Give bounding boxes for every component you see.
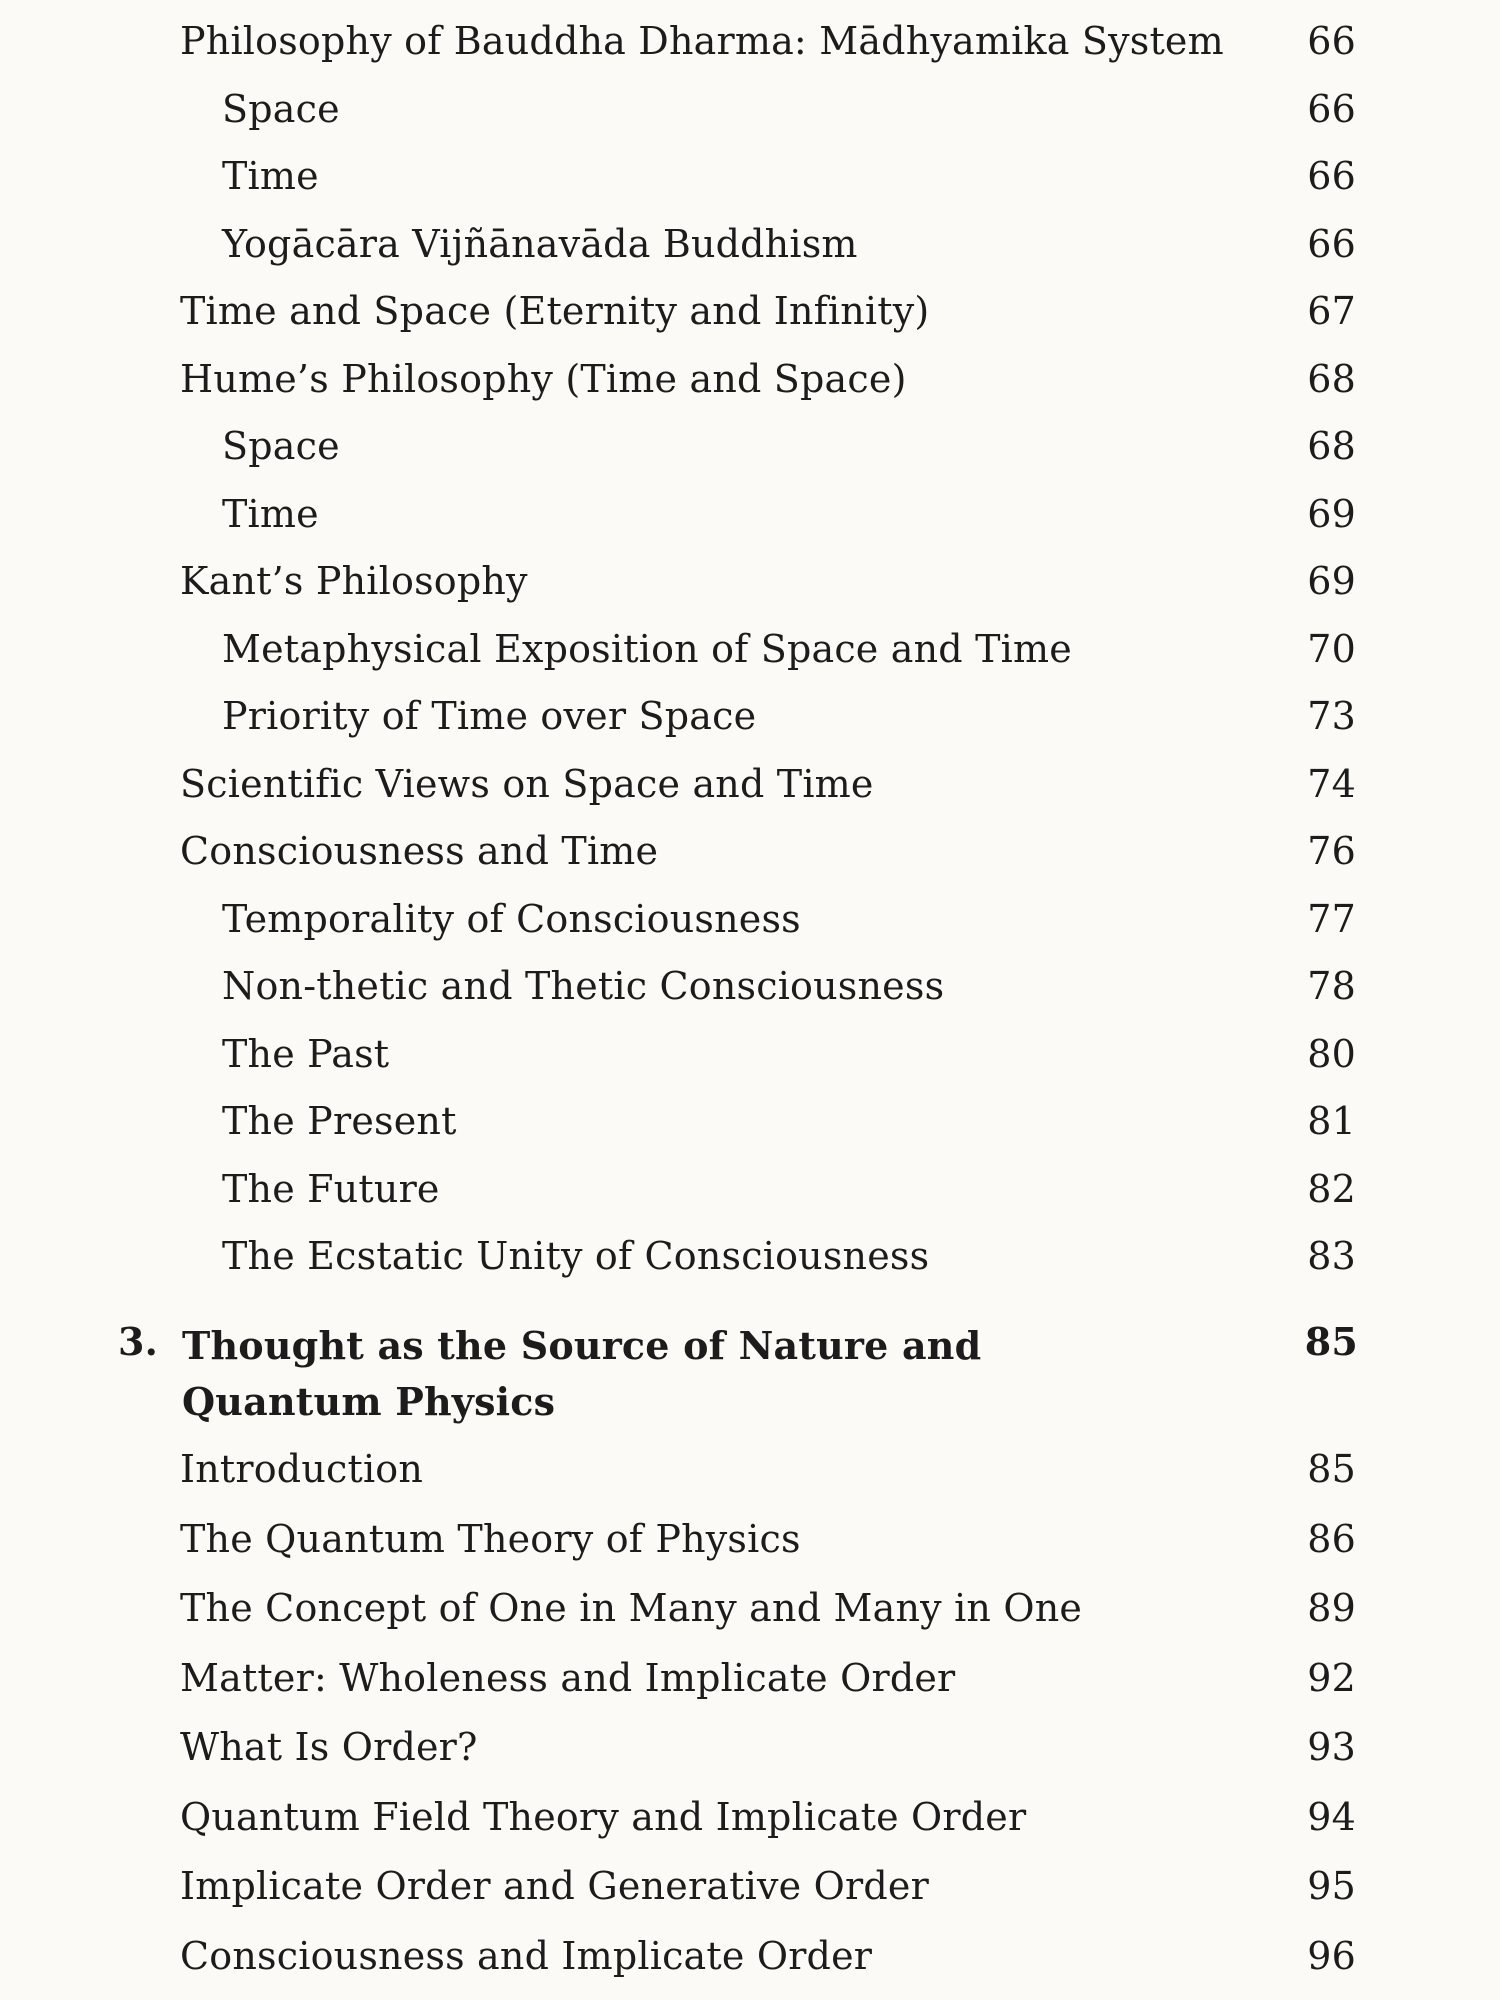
toc-entry-page-number: 93: [1307, 1725, 1356, 1769]
toc-entry-page-number: 70: [1307, 626, 1356, 671]
toc-entry-page-number: 80: [1307, 1031, 1356, 1076]
toc-entry-title: Time and Space (Eternity and Infinity): [180, 289, 930, 333]
toc-entry-page-number: 94: [1307, 1794, 1356, 1839]
toc-entry-title: Priority of Time over Space: [222, 694, 757, 738]
toc-entry-page-number: 66: [1307, 154, 1356, 198]
toc-entry-page-number: 86: [1307, 1516, 1356, 1561]
toc-entry-title: Matter: Wholeness and Implicate Order: [180, 1655, 956, 1700]
toc-entry-title: Consciousness and Time: [180, 829, 659, 873]
toc-entry-title: Temporality of Consciousness: [222, 896, 801, 941]
toc-entry-title: Space: [222, 424, 340, 468]
toc-entry-page-number: 69: [1307, 559, 1356, 603]
toc-entry-title: The Future: [222, 1166, 440, 1211]
toc-entry-title: What Is Order?: [180, 1725, 478, 1769]
toc-entry-page-number: 92: [1307, 1655, 1356, 1700]
toc-entry-title: Consciousness and Implicate Order: [180, 1933, 873, 1978]
toc-entry-page-number: 68: [1307, 424, 1356, 468]
toc-entry-title: Implicate Order and Generative Order: [180, 1864, 929, 1908]
chapter-number: 3.: [118, 1319, 159, 1364]
toc-entry-page-number: 73: [1307, 694, 1356, 738]
toc-entry-page-number: 81: [1307, 1099, 1356, 1143]
chapter-page-number: 85: [1304, 1319, 1358, 1364]
chapter-title: Thought as the Source of Nature and Quantum Physics: [182, 1323, 982, 1424]
toc-entry-page-number: 67: [1307, 289, 1356, 333]
toc-entry-title: Kant’s Philosophy: [180, 559, 528, 603]
toc-entry-page-number: 82: [1307, 1166, 1356, 1211]
toc-entry-title: Space: [222, 86, 340, 131]
toc-entry-page-number: 66: [1307, 221, 1356, 266]
toc-entry-page-number: 68: [1307, 356, 1356, 401]
toc-entry-title: Time: [222, 154, 319, 198]
toc-entry-title: Quantum Field Theory and Implicate Order: [180, 1794, 1027, 1839]
toc-entry-page-number: 66: [1307, 19, 1356, 63]
toc-entry-page-number: 69: [1307, 491, 1356, 536]
toc-entry-title: The Ecstatic Unity of Consciousness: [222, 1234, 930, 1278]
toc-entry-title: The Present: [222, 1099, 457, 1143]
toc-entry-title: Introduction: [180, 1447, 424, 1491]
toc-entry-page-number: 66: [1307, 86, 1356, 131]
toc-entry-page-number: 78: [1307, 964, 1356, 1008]
toc-entry-title: The Quantum Theory of Physics: [180, 1516, 801, 1561]
toc-entry-title: Hume’s Philosophy (Time and Space): [180, 356, 907, 401]
toc-entry-page-number: 76: [1307, 829, 1356, 873]
toc-entry-page-number: 77: [1307, 896, 1356, 941]
toc-entry-page-number: 89: [1307, 1586, 1356, 1630]
toc-entry-title: The Concept of One in Many and Many in One: [180, 1586, 1083, 1630]
toc-entry-title: Metaphysical Exposition of Space and Time: [222, 626, 1072, 671]
toc-entry-title: Time: [222, 491, 319, 536]
toc-entry-page-number: 74: [1307, 761, 1356, 806]
toc-entry-page-number: 83: [1307, 1234, 1356, 1278]
toc-entry-title: Yogācāra Vijñānavāda Buddhism: [222, 221, 858, 266]
toc-entry-page-number: 85: [1307, 1447, 1356, 1491]
toc-entry-title: Philosophy of Bauddha Dharma: Mādhyamika System: [180, 19, 1224, 63]
toc-entry-page-number: 95: [1307, 1864, 1356, 1908]
toc-entry-title: Scientific Views on Space and Time: [180, 761, 874, 806]
toc-entry-title: The Past: [222, 1031, 390, 1076]
toc-entry-title: Non-thetic and Thetic Consciousness: [222, 964, 945, 1008]
toc-entry-page-number: 96: [1307, 1933, 1356, 1978]
